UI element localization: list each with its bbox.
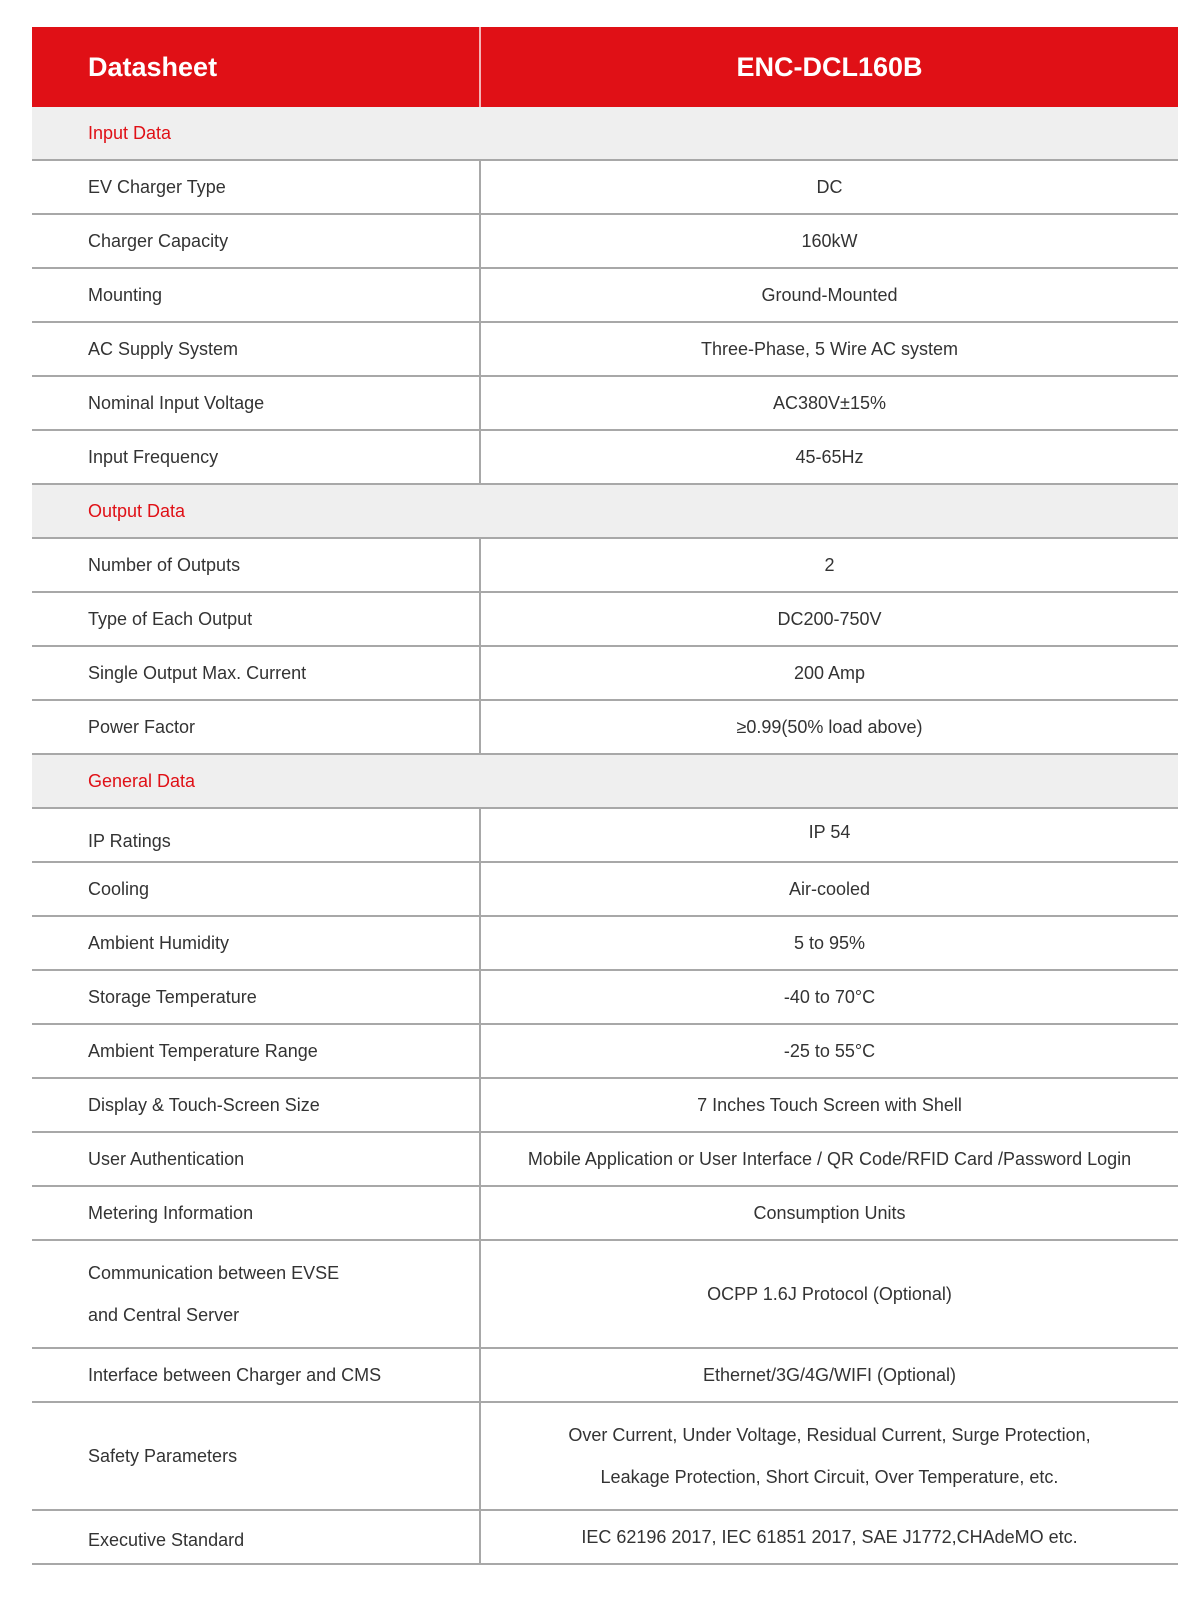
row-value: Air-cooled — [788, 879, 871, 899]
row-label — [32, 1241, 481, 1347]
row-label: IP Ratings — [32, 809, 481, 861]
table-row — [32, 593, 1178, 647]
row-value: 45-65Hz — [795, 447, 864, 467]
table-row — [32, 971, 1178, 1025]
table-row — [32, 161, 1178, 215]
table-row — [32, 323, 1178, 377]
row-label: User Authentication — [32, 1133, 481, 1185]
row-value: DC — [816, 177, 843, 197]
section-general-data: General Data — [32, 755, 1178, 809]
row-label: AC Supply System — [32, 323, 481, 375]
row-label: Storage Temperature — [32, 971, 481, 1023]
row-value: Consumption Units — [753, 1203, 906, 1223]
table-header — [32, 27, 1178, 107]
table-row — [32, 1349, 1178, 1403]
row-value: IEC 62196 2017, IEC 61851 2017, SAE J1772,CHAdeMO etc. — [581, 1527, 1078, 1547]
row-label: Power Factor — [32, 701, 481, 753]
row-label: Nominal Input Voltage — [32, 377, 481, 429]
table-row — [32, 1079, 1178, 1133]
table-row — [32, 809, 1178, 863]
row-label: Cooling — [32, 863, 481, 915]
row-value: AC380V±15% — [773, 393, 886, 413]
table-row — [32, 1133, 1178, 1187]
row-label: Mounting — [32, 269, 481, 321]
row-value: -25 to 55°C — [783, 1041, 876, 1061]
table-row — [32, 1025, 1178, 1079]
table-row — [32, 1187, 1178, 1241]
header-title: Datasheet — [32, 27, 481, 107]
datasheet-table — [32, 27, 1178, 1565]
section-input-data: Input Data — [32, 107, 1178, 161]
table-row — [32, 377, 1178, 431]
table-row — [32, 863, 1178, 917]
row-value: 7 Inches Touch Screen with Shell — [697, 1095, 962, 1115]
row-label: Metering Information — [32, 1187, 481, 1239]
row-value: Three-Phase, 5 Wire AC system — [700, 339, 959, 359]
table-row — [32, 539, 1178, 593]
row-value: DC200-750V — [777, 609, 882, 629]
row-value-line: Leakage Protection, Short Circuit, Over Temperature, etc. — [600, 1467, 1059, 1487]
row-value: Mobile Application or User Interface / QR Code/RFID Card /Password Login — [527, 1149, 1132, 1169]
row-label-line: and Central Server — [88, 1305, 240, 1325]
header-model: ENC-DCL160B — [736, 52, 923, 82]
row-value: Ground-Mounted — [761, 285, 898, 305]
row-label: Ambient Temperature Range — [32, 1025, 481, 1077]
row-value: 2 — [824, 555, 835, 575]
row-value: 5 to 95% — [793, 933, 866, 953]
row-label: EV Charger Type — [32, 161, 481, 213]
row-value: Ethernet/3G/4G/WIFI (Optional) — [702, 1365, 957, 1385]
row-label: Number of Outputs — [32, 539, 481, 591]
row-label-line: Communication between EVSE — [88, 1263, 340, 1283]
row-label: Safety Parameters — [32, 1403, 481, 1509]
row-label: Charger Capacity — [32, 215, 481, 267]
row-label: Display & Touch-Screen Size — [32, 1079, 481, 1131]
row-value: -40 to 70°C — [783, 987, 876, 1007]
row-label: Executive Standard — [32, 1511, 481, 1563]
row-value-line: Over Current, Under Voltage, Residual Current, Surge Protection, — [568, 1425, 1091, 1445]
row-value — [481, 1403, 1178, 1509]
table-row — [32, 647, 1178, 701]
table-row — [32, 917, 1178, 971]
row-label: Type of Each Output — [32, 593, 481, 645]
table-row — [32, 1241, 1178, 1349]
table-row — [32, 1511, 1178, 1565]
row-value: 200 Amp — [793, 663, 866, 683]
table-row — [32, 269, 1178, 323]
table-row — [32, 431, 1178, 485]
table-row — [32, 215, 1178, 269]
section-output-data: Output Data — [32, 485, 1178, 539]
row-value: IP 54 — [808, 822, 851, 842]
row-value: OCPP 1.6J Protocol (Optional) — [707, 1284, 952, 1304]
row-value: ≥0.99(50% load above) — [736, 717, 923, 737]
row-label: Single Output Max. Current — [32, 647, 481, 699]
table-row — [32, 1403, 1178, 1511]
row-label: Interface between Charger and CMS — [32, 1349, 481, 1401]
table-row — [32, 701, 1178, 755]
row-label: Ambient Humidity — [32, 917, 481, 969]
row-value: 160kW — [801, 231, 858, 251]
row-label: Input Frequency — [32, 431, 481, 483]
